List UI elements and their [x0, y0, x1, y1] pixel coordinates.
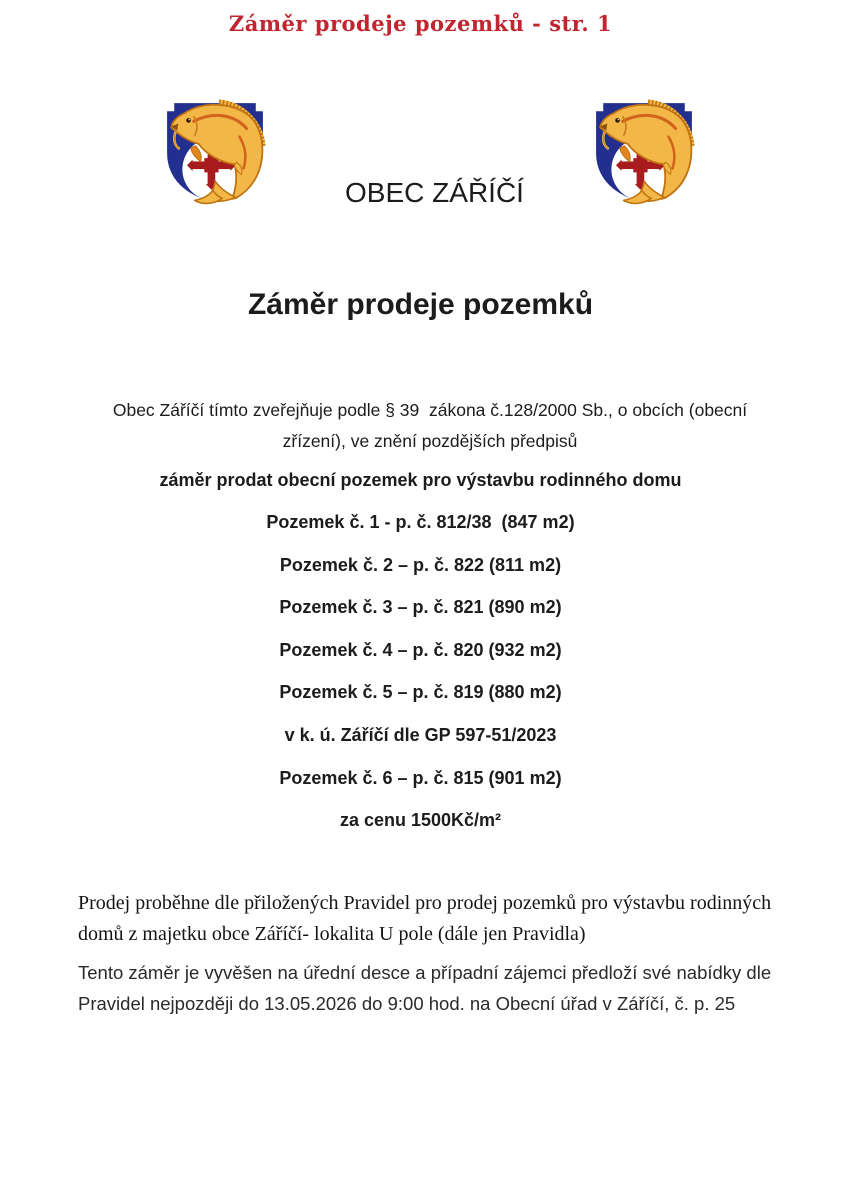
parcel-line: v k. ú. Záříčí dle GP 597-51/2023 — [284, 724, 557, 745]
parcel-line: Pozemek č. 2 – p. č. 822 (811 m2) — [279, 554, 562, 575]
document-title: Záměr prodeje pozemků — [247, 288, 594, 321]
parcel-line: za cenu 1500Kč/m² — [339, 810, 502, 831]
parcel-line: Pozemek č. 6 – p. č. 815 (901 m2) — [279, 767, 562, 788]
page-header-title: Záměr prodeje pozemků - str. 1 — [228, 11, 613, 36]
parcel-line: Pozemek č. 3 – p. č. 821 (890 m2) — [279, 597, 562, 618]
municipality-name: OBEC ZÁŘÍČÍ — [345, 177, 524, 208]
intent-line: záměr prodat obecní pozemek pro výstavbu rodinného domu — [159, 470, 682, 490]
intro-paragraph: Obec Záříčí tímto zveřejňuje podle § 39 zákona č.128/2000 Sb., o obcích (obecní zřízení), ve znění pozdějších předpisů — [112, 400, 752, 451]
rules-paragraph: Prodej proběhne dle přiložených Pravidel pro prodej pozemků pro výstavbu rodinných domů z majetku obce Záříčí- lokalita U pole (dále jen Pravidla) — [78, 892, 777, 945]
notice-paragraph: Tento záměr je vyvěšen na úřední desce a případní zájemci předloží své nabídky dle Pravidel nejpozději do 13.05.2026 do 9:00 hod. na Obecní úřad v Záříčí, č. p. 25 — [78, 962, 777, 1014]
parcel-line: Pozemek č. 5 – p. č. 819 (880 m2) — [279, 682, 562, 703]
parcel-line: Pozemek č. 1 - p. č. 812/38 (847 m2) — [266, 512, 575, 532]
parcel-list — [0, 501, 841, 842]
parcel-line: Pozemek č. 4 – p. č. 820 (932 m2) — [279, 639, 562, 660]
